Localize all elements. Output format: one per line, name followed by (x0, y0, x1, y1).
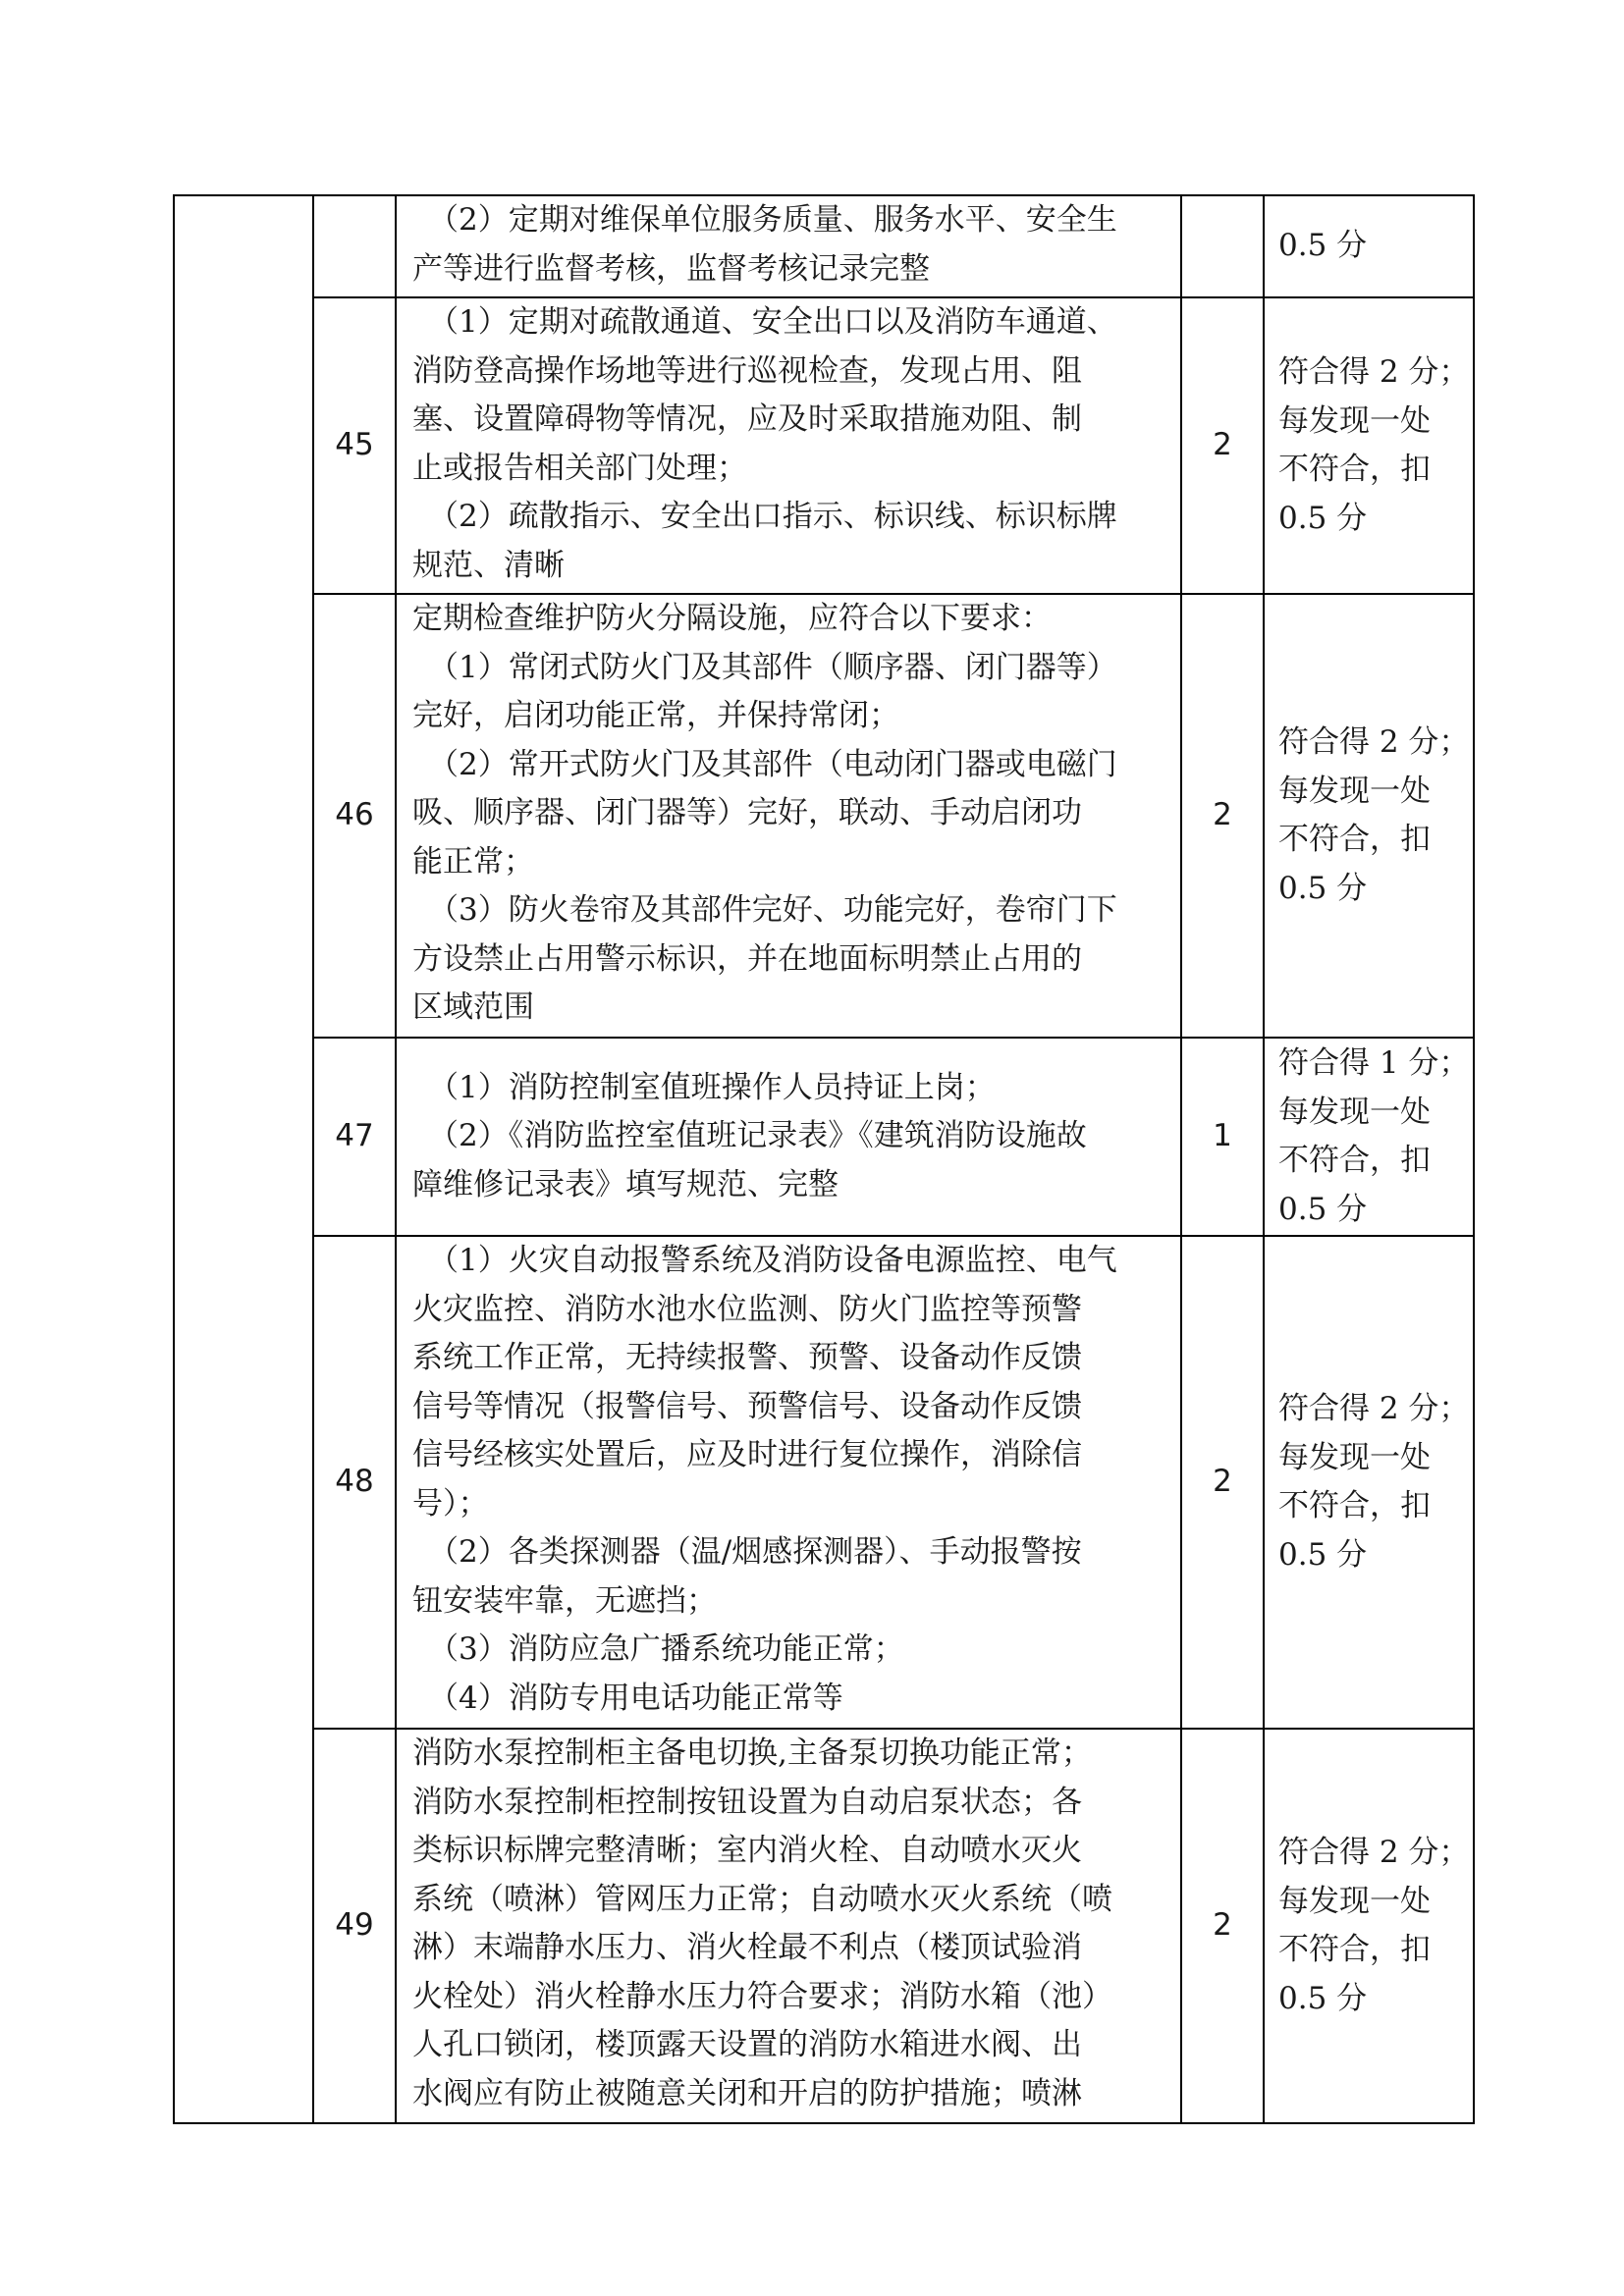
scoring-rule-line: 0.5 分 (1278, 1536, 1368, 1573)
scoring-rule-line: 符合得 2 分； (1278, 724, 1470, 760)
item-number: 48 (313, 1236, 396, 1729)
requirement-line: 吸、顺序器、闭门器等）完好，联动、手动启闭功 (412, 795, 1082, 830)
scoring-rule-line: 不符合，扣 (1278, 1143, 1431, 1178)
requirement-line: （3）防火卷帘及其部件完好、功能完好，卷帘门下 (428, 892, 1117, 928)
scoring-rule-line: 0.5 分 (1278, 1191, 1368, 1227)
scoring-rule-line: 不符合，扣 (1278, 1488, 1431, 1523)
requirement-line: 产等进行监督考核，监督考核记录完整 (412, 250, 930, 287)
requirement-line: 能正常； (412, 843, 534, 880)
requirement-line: 障维修记录表》填写规范、完整 (412, 1166, 839, 1202)
requirement-line: 水阀应有防止被随意关闭和开启的防护措施；喷淋 (412, 2075, 1082, 2111)
requirement-line: （2）疏散指示、安全出口指示、标识线、标识标牌 (428, 499, 1117, 534)
scoring-rule-line: 每发现一处 (1278, 1883, 1431, 1919)
table-row (174, 594, 1474, 1038)
requirement-line: 系统工作正常，无持续报警、预警、设备动作反馈 (412, 1340, 1082, 1375)
requirement-line: 火灾监控、消防水池水位监测、防火门监控等预警 (412, 1291, 1082, 1327)
requirement-line: （2）常开式防火门及其部件（电动闭门器或电磁门 (428, 746, 1117, 782)
scoring-rule-line: 不符合，扣 (1278, 1932, 1431, 1967)
scoring-rule-line: 每发现一处 (1278, 1094, 1431, 1130)
requirement-line: （1）火灾自动报警系统及消防设备电源监控、电气 (428, 1243, 1117, 1278)
scoring-rule-line: 0.5 分 (1278, 228, 1368, 264)
inspection-standards-table (173, 194, 1475, 2124)
scoring-rule-cell (1264, 1236, 1474, 1729)
requirement-line: （1）定期对疏散通道、安全出口以及消防车通道、 (428, 304, 1117, 340)
requirement-line: 信号等情况（报警信号、预警信号、设备动作反馈 (412, 1388, 1082, 1424)
requirement-line: 止或报告相关部门处理； (412, 450, 747, 486)
requirement-line: （2）各类探测器（温/烟感探测器）、手动报警按 (428, 1534, 1082, 1570)
scoring-rule-cell (1264, 594, 1474, 1038)
requirement-line: 规范、清晰 (412, 547, 565, 583)
scoring-rule-line: 每发现一处 (1278, 402, 1431, 439)
requirement-line: 火栓处）消火栓静水压力符合要求；消防水箱（池） (412, 1978, 1112, 2014)
requirement-line: 信号经核实处置后，应及时进行复位操作，消除信 (412, 1437, 1082, 1472)
scoring-rule-cell (1264, 1038, 1474, 1236)
table-row (174, 195, 1474, 297)
requirement-line: 消防水泵控制柜主备电切换,主备泵切换功能正常； (412, 1735, 1092, 1771)
table-row (174, 1038, 1474, 1236)
requirement-line: 完好，启闭功能正常，并保持常闭； (412, 698, 899, 733)
requirement-line: 区域范围 (412, 989, 534, 1025)
scoring-rule-line: 每发现一处 (1278, 1439, 1431, 1475)
requirement-line: 消防登高操作场地等进行巡视检查，发现占用、阻 (412, 352, 1082, 389)
item-number (313, 195, 396, 297)
requirement-cell (396, 195, 1181, 297)
score-cell (1181, 195, 1264, 297)
scoring-rule-line: 0.5 分 (1278, 870, 1368, 906)
requirement-line: 定期检查维护防火分隔设施，应符合以下要求： (412, 601, 1052, 636)
requirement-line: （1）常闭式防火门及其部件（顺序器、闭门器等） (428, 649, 1117, 685)
requirement-line: 系统（喷淋）管网压力正常；自动喷水灭火系统（喷 (412, 1881, 1112, 1917)
scoring-rule-cell (1264, 297, 1474, 594)
requirement-line: 方设禁止占用警示标识，并在地面标明禁止占用的 (412, 940, 1082, 977)
score-cell: 2 (1181, 1236, 1264, 1729)
requirement-line: 钮安装牢靠，无遮挡； (412, 1582, 717, 1619)
requirement-line: （2）定期对维保单位服务质量、服务水平、安全生 (428, 202, 1117, 238)
score-cell: 2 (1181, 594, 1264, 1038)
requirement-line: （3）消防应急广播系统功能正常； (428, 1631, 904, 1667)
table-row (174, 297, 1474, 594)
requirement-line: 人孔口锁闭，楼顶露天设置的消防水箱进水阀、出 (412, 2027, 1082, 2062)
scoring-rule-line: 符合得 2 分； (1278, 1391, 1470, 1426)
requirement-cell (396, 1236, 1181, 1729)
scoring-rule-line: 符合得 1 分； (1278, 1045, 1470, 1081)
requirement-line: 塞、设置障碍物等情况，应及时采取措施劝阻、制 (412, 401, 1082, 437)
requirement-cell (396, 594, 1181, 1038)
requirement-line: 号）； (412, 1485, 489, 1522)
requirement-line: （4）消防专用电话功能正常等 (428, 1680, 843, 1716)
requirement-line: 淋）末端静水压力、消火栓最不利点（楼顶试验消 (412, 1930, 1082, 1965)
requirement-line: 类标识标牌完整清晰；室内消火栓、自动喷水灭火 (412, 1833, 1082, 1868)
requirement-cell (396, 297, 1181, 594)
scoring-rule-line: 符合得 2 分； (1278, 354, 1470, 390)
item-number: 47 (313, 1038, 396, 1236)
requirement-cell (396, 1729, 1181, 2123)
score-cell: 1 (1181, 1038, 1264, 1236)
scoring-rule-line: 不符合，扣 (1278, 452, 1431, 487)
scoring-rule-cell (1264, 195, 1474, 297)
table-row (174, 1236, 1474, 1729)
scoring-rule-line: 不符合，扣 (1278, 822, 1431, 857)
category-cell (174, 195, 313, 2123)
item-number: 46 (313, 594, 396, 1038)
requirement-line: （1）消防控制室值班操作人员持证上岗； (428, 1069, 996, 1105)
score-cell: 2 (1181, 1729, 1264, 2123)
scoring-rule-cell (1264, 1729, 1474, 2123)
scoring-rule-line: 每发现一处 (1278, 773, 1431, 809)
scoring-rule-line: 0.5 分 (1278, 1980, 1368, 2016)
requirement-cell (396, 1038, 1181, 1236)
scoring-rule-line: 符合得 2 分； (1278, 1835, 1470, 1870)
item-number: 49 (313, 1729, 396, 2123)
scoring-rule-line: 0.5 分 (1278, 500, 1368, 536)
requirement-line: 消防水泵控制柜控制按钮设置为自动启泵状态；各 (412, 1784, 1082, 1820)
score-cell: 2 (1181, 297, 1264, 594)
requirement-line: （2）《消防监控室值班记录表》《建筑消防设施故 (428, 1118, 1087, 1154)
item-number: 45 (313, 297, 396, 594)
table-row (174, 1729, 1474, 2123)
